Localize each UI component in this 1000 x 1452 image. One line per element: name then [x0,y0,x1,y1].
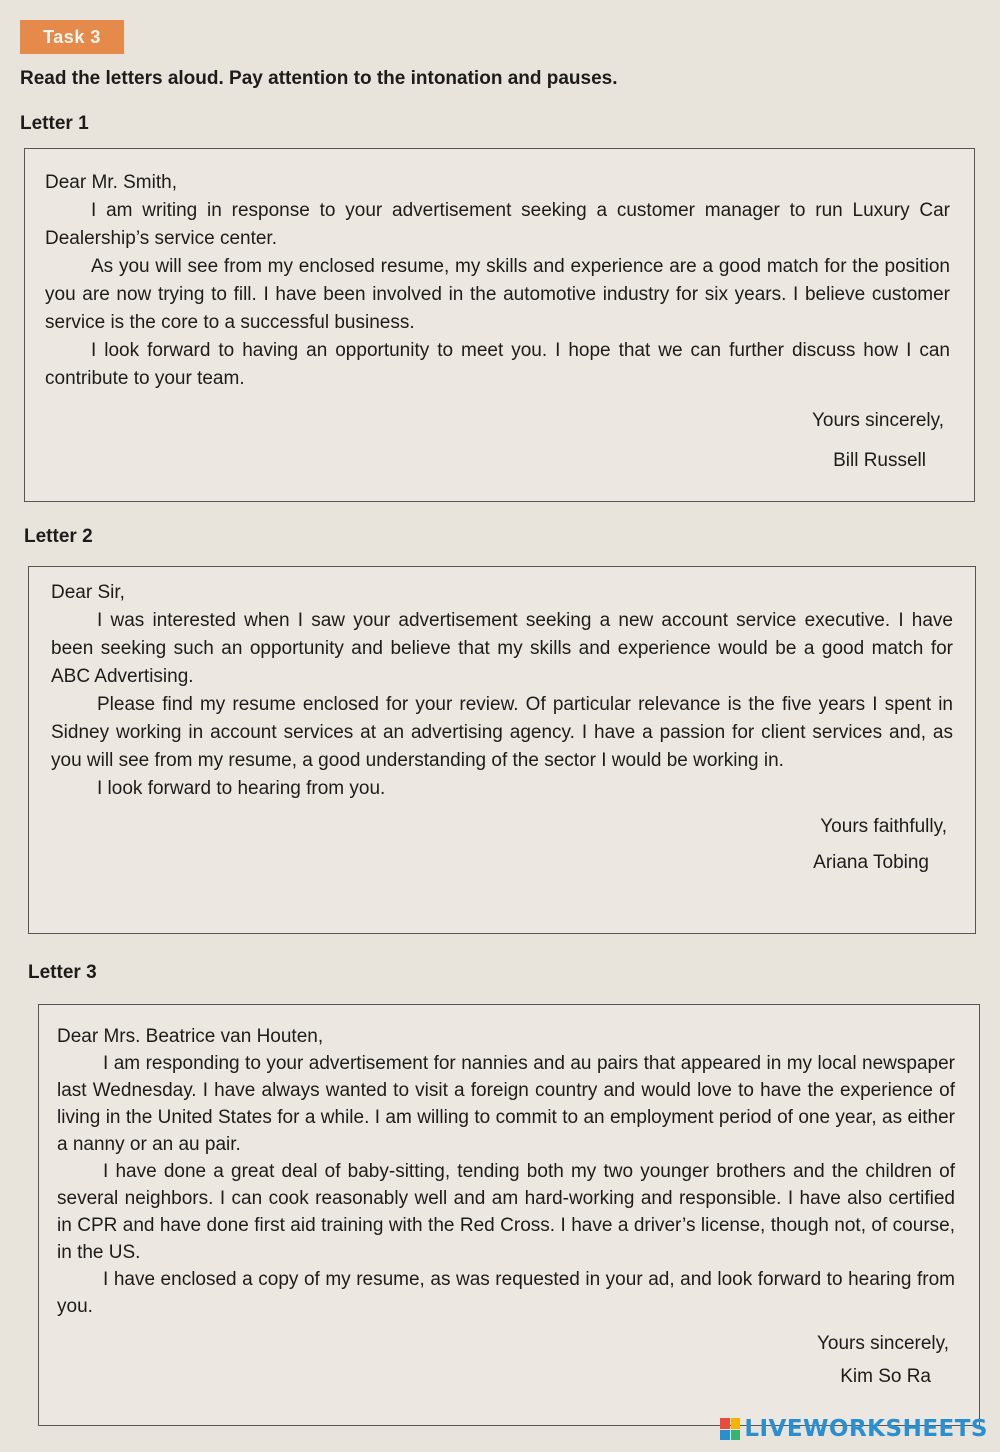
letter-2-greeting: Dear Sir, [51,582,125,603]
letter-3-box [38,1004,980,1426]
letter-2-signature: Ariana Tobing [813,852,929,873]
letter-3-paragraph-1: I am responding to your advertisement for nannies and au pairs that appeared in my local newspaper last Wednesday. I have always wanted to visit a foreign country and would love to have the experience of living in the United States for a while. I am willing to commit to an employment period of one year, as either a nanny or an au pair. [57,1053,955,1155]
liveworksheets-logo-icon [720,1418,740,1440]
letter-3-paragraph-3: I have enclosed a copy of my resume, as was requested in your ad, and look forward to hearing from you. [57,1269,955,1317]
letter-1-box [24,148,975,502]
letter-1-paragraph-2: As you will see from my enclosed resume, my skills and experience are a good match for the position you are now trying to fill. I have been involved in the automotive industry for six years. I believe customer service is the core to a successful business. [45,256,950,333]
letter-2-paragraph-2: Please find my resume enclosed for your review. Of particular relevance is the five years I spent in Sidney working in account services at an advertising agency. I have a passion for client services and, as you will see from my resume, a good understanding of the sector I would be working in. [51,694,953,771]
letter-2-paragraph-1: I was interested when I saw your advertisement seeking a new account service executive. I have been seeking such an opportunity and believe that my skills and experience would be a good match for ABC Advertising. [51,610,953,687]
letter-1-signature: Bill Russell [833,450,926,471]
instruction-text: Read the letters aloud. Pay attention to the intonation and pauses. [20,68,618,89]
letter-3-greeting: Dear Mrs. Beatrice van Houten, [57,1026,324,1047]
liveworksheets-logo-text: LIVEWORKSHEETS [744,1416,988,1442]
letter-2-closing: Yours faithfully, [820,816,947,837]
letter-3-label: Letter 3 [28,962,97,983]
logo-square-3 [720,1430,730,1441]
letter-2-box [28,566,976,934]
letter-2-paragraph-3: I look forward to hearing from you. [97,778,386,799]
letter-1-paragraph-3: I look forward to having an opportunity to meet you. I hope that we can further discuss how I can contribute to your team. [45,340,950,389]
letter-1-label: Letter 1 [20,113,89,134]
letter-3-paragraph-2: I have done a great deal of baby-sitting, tending both my two younger brothers and the children of several neighbors. I can cook reasonably well and am hard-working and responsible. I have also certified in CPR and have done first aid training with the Red Cross. I have a driver’s license, though not, of course, in the US. [57,1161,955,1263]
letter-3-signature: Kim So Ra [840,1366,931,1387]
task-badge: Task 3 [20,20,124,54]
letter-2-label: Letter 2 [24,526,93,547]
letter-3-closing: Yours sincerely, [816,1333,949,1354]
letter-1-paragraph-1: I am writing in response to your advertisement seeking a customer manager to run Luxury Car Dealership’s service center. [45,200,950,249]
logo-square-4 [731,1430,741,1441]
liveworksheets-logo[interactable] [720,1416,988,1442]
letter-1-greeting: Dear Mr. Smith, [45,172,177,193]
letter-1-closing: Yours sincerely, [811,410,944,431]
logo-square-2 [731,1418,741,1429]
logo-square-1 [720,1418,730,1429]
